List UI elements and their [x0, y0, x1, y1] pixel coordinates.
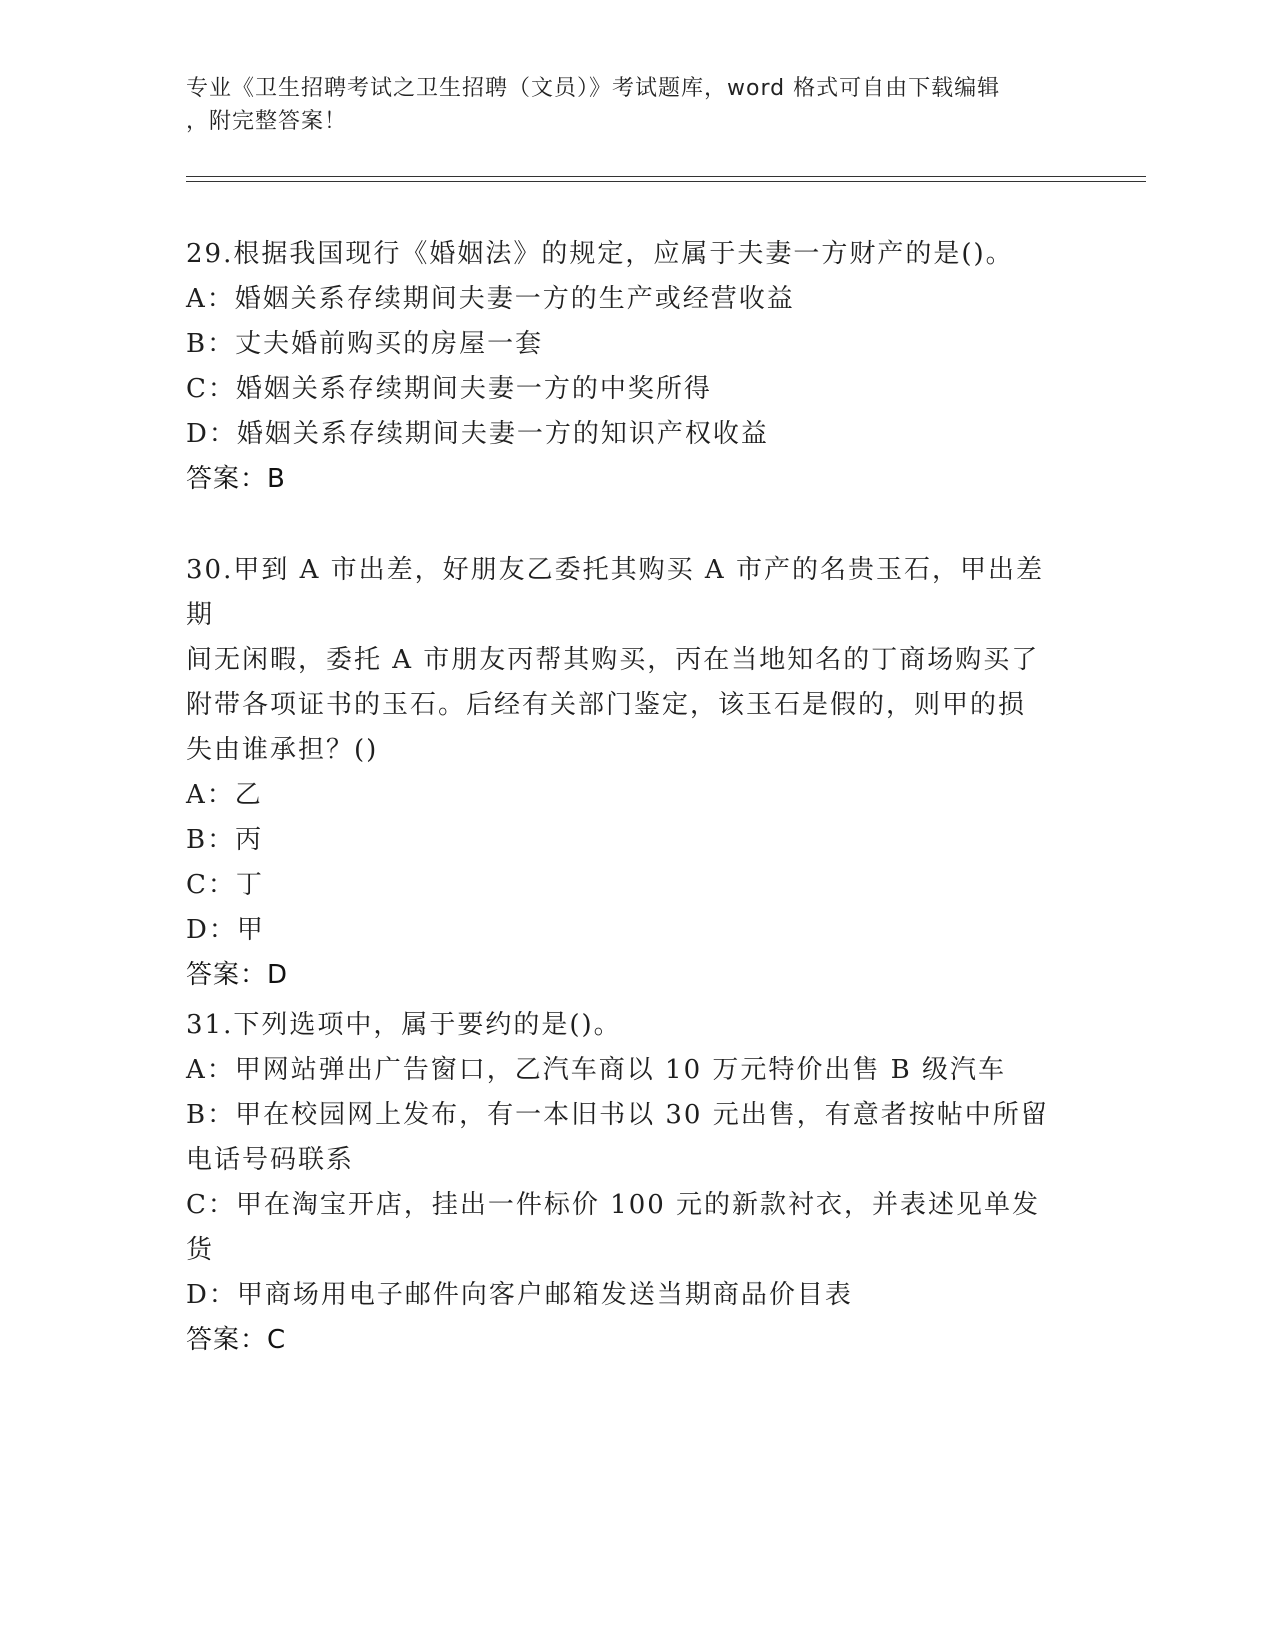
option-c: C：甲在淘宝开店，挂出一件标价 100 元的新款衬衣，并表述见单发货	[186, 1190, 1041, 1265]
question-29	[186, 232, 1066, 502]
question-stem-line-3: 附带各项证书的玉石。后经有关部门鉴定，该玉石是假的，则甲的损	[186, 690, 1027, 720]
header-divider-bottom	[186, 181, 1146, 182]
question-30	[186, 548, 1066, 998]
option-c: C：婚姻关系存续期间夫妻一方的中奖所得	[186, 374, 712, 404]
option-a: A：婚姻关系存续期间夫妻一方的生产或经营收益	[186, 284, 795, 314]
question-stem-line-4: 失由谁承担？()	[186, 735, 379, 765]
answer: 答案：D	[186, 960, 289, 990]
header-divider-top	[186, 176, 1146, 177]
option-d: D：甲	[186, 915, 265, 945]
answer: 答案：B	[186, 464, 286, 494]
option-b: B：丙	[186, 825, 264, 855]
question-stem-line-1: 30.甲到 A 市出差，好朋友乙委托其购买 A 市产的名贵玉石，甲出差期	[186, 555, 1044, 630]
header-line-1: 专业《卫生招聘考试之卫生招聘（文员）》考试题库，word 格式可自由下载编辑	[186, 76, 1001, 101]
option-d: D：婚姻关系存续期间夫妻一方的知识产权收益	[186, 419, 769, 449]
answer: 答案：C	[186, 1325, 287, 1355]
question-stem: 31.下列选项中，属于要约的是()。	[186, 1010, 622, 1040]
question-stem: 29.根据我国现行《婚姻法》的规定，应属于夫妻一方财产的是()。	[186, 239, 1014, 269]
option-a: A：甲网站弹出广告窗口，乙汽车商以 10 万元特价出售 B 级汽车	[186, 1055, 1007, 1085]
option-a: A：乙	[186, 780, 263, 810]
option-b: B：丈夫婚前购买的房屋一套	[186, 329, 544, 359]
option-c: C：丁	[186, 870, 264, 900]
option-d: D：甲商场用电子邮件向客户邮箱发送当期商品价目表	[186, 1280, 853, 1310]
option-b-line-1: B：甲在校园网上发布，有一本旧书以 30 元出售，有意者按帖中所留	[186, 1100, 1049, 1130]
question-31	[186, 1003, 1066, 1363]
header-line-2: ，附完整答案！	[186, 109, 348, 134]
option-b-line-2: 电话号码联系	[186, 1145, 355, 1175]
document-header	[186, 72, 1056, 138]
question-stem-line-2: 间无闲暇，委托 A 市朋友丙帮其购买，丙在当地知名的丁商场购买了	[186, 645, 1040, 675]
